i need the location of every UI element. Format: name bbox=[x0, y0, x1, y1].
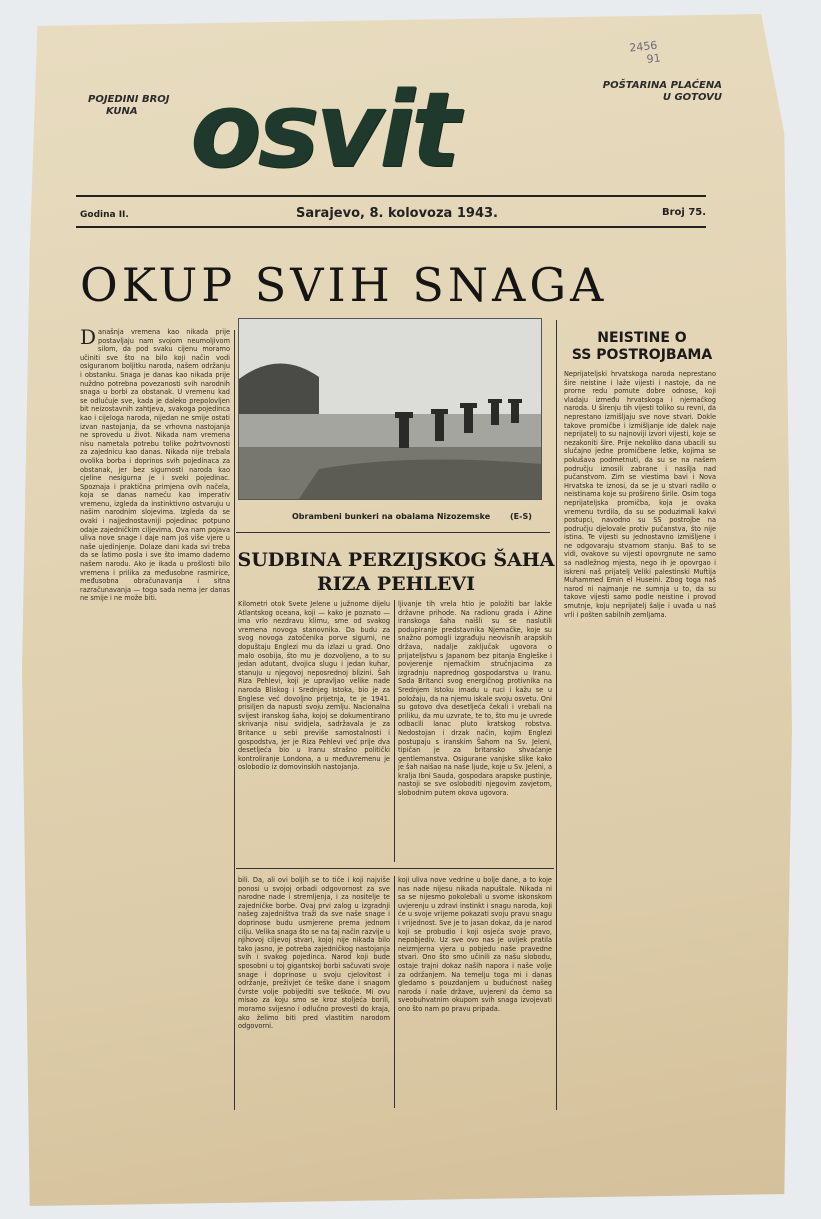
postage-note-line1: POŠTARINA PLAĆENA bbox=[602, 80, 722, 91]
side-article-text: Neprijateljski hrvatskoga naroda neprestano šire neistine i laže vijesti i nastoje, da ne prorne redu pomute dobre odnose, koji vladaju između hrvatskoga i njemačkog naroda. U širenju tih vijesti toliko su revni, da neprestano izmišljaju sve nove stvari. Dokle takove promičbe i izmišljanje ide dalek naje neprijatelj to su najnoviji izvori vijesti, koje se nezakoniti šire. Prije nekoliko dana ubacili su slučajno jedne promičbene letke, kojima se pokušava podmetnuti, da su se na našem području iznosili zabrane i nasilja nad pučanstvom. Zim se viestima bavi i Nova Hrvatska te iznosi, da se je u stvari radilo o neistinama koje su prošireno širile. Osim toga neprijateljska promičba, koja je ovaka vremenu tvrdila, da su se poduzimali kakvi postupci, navodno su SS postrojbe na području djelovale protiv pučanstva, što nije istina. Te vijesti su jednostavno izmišljene i ne odgovaraju stvarnom stanju. Baš to se vidi, ovakove su vijesti opovrgnute ne samo sa nadležnog mjesta, nego ih je opovrgao i iskreni naš prijatelj Veliki palestinski Muftija Muhammed Emin el Huseini. Zbog toga naš narod ni najmanje ne sumnja u to, da su takove vijesti samo podle neistine i provod smutnje, koju neprijatelj šalje i uvađa u naš vrli i pošten sabilnih zemljama. bbox=[564, 370, 716, 619]
main-article-column-3: koji uliva nove vedrine u bolje dane, a to koje nas nade nijesu nikada napuštale. Nikada ni sa se nijesmo pokolebali u svome iskonskom uvjerenju u zdravi instinkt i snagu naroda, koji će u svoje vrijeme pokazati svoju pravu snagu i vrijednost. Sve je to jasan dokaz, da je narod koji se probudio i koji osjeća svoje pravo, nepobjediv. Uz sve ovo nas je uvijek pratila neizmjerna vjera u pobjedu naše pravedne stvari. Ono što smo učinili za našu slobodu, ostaje trajni dokaz naših napora i naše volje za održanjem. Na temelju toga mi i danas gledamo s pouzdanjem u budućnost našeg naroda i naše države, uvjereni da ćemo sa sveobuhvatnim okupom svih snaga izvojevati ono što nam po pravu pripada. bbox=[398, 876, 552, 1013]
sub-article-column-2: ljivanje tih vrela htio je položiti bar lakše državne prihode. Na radionu grada i Ažine iranskoga šaha naišli su se naslutili podupiranje predstavnika Njemačke, koje su snažno pomogli izgrađuju neovisnih arapskih država, nadalje zaključak ugovora o prijateljstvu s Japanom bez pitanja Engleške i povjerenje njemačkim stručnjacima za izgradnju naprednog gospodarstva u Iranu. Sada Britanci svog energičnog protivnika na Srednjem Istoku imadu u ruci i kažu se u položaju, da na njemu iskale svoju osvetu. Oni su gotovo dva desetljeća čekali i vrebali na priliku, da mu uzvrate, te to, što mu je uvrede odbacili lanac pluto kratskog robstva. Nedostojan i drzak način, kojim Englezi postupaju s iranskim Šahom na Sv. Jeleni, tipičan je za britansko shvaćanje gentlemanstva. Osigurane vanjske slike kako je šah naišao na naše ljude, koje u Sv. Jeleni, a kralja Ibni Sauda, gospodara arapske pustinje, nastoji se sve osloboditi njegovim zavjetom, slobodnim putem okova ugovora. bbox=[398, 600, 552, 798]
price-note-line1: POJEDINI BROJ bbox=[88, 94, 170, 105]
column-divider-4 bbox=[556, 320, 557, 1110]
main-article-text-1: anašnja vremena kao nikada prije postavljaju nam svojom neumoljivom silom, da pod svaku cijenu moramo učiniti sve što na bilo koji način vodi osiguranom boljitku naroda, našem održanju i obstanku. Snaga je danas kao nikada prije nuždno potrebna povezanosti svih narodnih snaga u borbi za obstanak. U vremenu kad se odlučuje sve, kada je daleko prepolovljen bit neizostavnih zahtjeva, svakoga pojedinca kao i cijeloga naroda, nijedan ne smije ostati izvan nastojanja, da se vrhovna nastojanja ne sprovedu u život. Nikada nam vremena nisu nametala potrebu tolike požrtvovnosti za zajednicu kao danas. Nikada nije trebala ovolika borba i doprinos svih pojedinaca za obstanak, jer bez sigurnosti naroda kao cjeline nesigurna je i sveki pojedinac. Spoznaja i praktična primjena ovih načela, koja se danas nameću kao imperativ vremenu, izgleda da instinktivno ostvaruju u našim narodnim slojevima. Izgleda da se ovaki i najjednostavniji pojedinac potpuno odaje zajedničkim ciljevima. Ova nam pojava uliva nove snage i daje nam još više vjere u naše ujedinjenje. Dolaze dani kada svi treba da se latimo posla i sve što imamo dademo našem narodu. Ako je ikada u prošlosti bilo vremena i prilika za međusobne rasmirice, međusobna obračunavanja i sitna razračunavanja — toga sada nema jer danas ne smije i ne može biti. bbox=[80, 328, 230, 603]
bunker-photo bbox=[238, 318, 542, 500]
column-divider-2 bbox=[394, 600, 395, 862]
price-note bbox=[88, 94, 188, 118]
column-divider-3 bbox=[394, 876, 395, 1108]
masthead-logo: osvit bbox=[190, 69, 457, 191]
dateline-rule bbox=[76, 226, 706, 228]
column-divider-1 bbox=[234, 330, 235, 1110]
sub-article-top-rule bbox=[236, 532, 550, 533]
price-note-line2: KUNA bbox=[106, 106, 138, 117]
sub-article-headline-line1: SUDBINA PERZIJSKOG ŠAHA bbox=[237, 549, 555, 571]
pencil-annotation-line1: 2456 bbox=[628, 38, 658, 55]
side-article-headline-line1: NEISTINE O bbox=[597, 330, 687, 346]
year-label: Godina II. bbox=[80, 210, 129, 220]
sub-article-headline-line2: RIZA PEHLEVI bbox=[316, 573, 476, 595]
sub-article-headline bbox=[236, 548, 556, 596]
sub-article-column-1: Kilometri otok Svete Jelene u južnome dijelu Atlantskog oceana, koji — kako je poznato — ima vrlo nezdravu klimu, sme od svakog vremena novoga stanovnika. Da budu za svog novoga zatočenika porve sigurni, ne dopuštaju Englezi mu da izlazi u grad. Ono malo osobija, što mu je dozvoljeno, a to su jedan adutant, dvojica slugu i jedan kuhar, stanuju u njegovoj neposrednoj blizini. Šah Riza Pehlevi, koji je upravljao velike nade naroda Bliskog i Srednjeg Istoka, bio je za Englese već dovoljno prijetnja, te je 1941. prisiljen da napusti svoju zemlju. Nacionalna svijest iranskog šaha, kojoj se dokumentirano skrivanja nisu svidjela, sadržavala je za Britance u sebi previše samostalnosti i gospodstva, jer je Riza Pehlevi već prije dva desetljeća bio u Iranu strašno politički kontroliranje Londona, a u međuvremenu je oslobodio iz domovinskih nastojanja. bbox=[238, 600, 390, 772]
top-rule bbox=[76, 195, 706, 197]
pencil-annotation bbox=[629, 39, 662, 68]
main-article-column-1 bbox=[80, 328, 230, 1110]
bunker-illustration bbox=[239, 319, 541, 499]
main-article-column-2: bili. Da, ali ovi boljih se to tiče i koji najviše ponosi u svojoj orbadi odgovornost za sve narodne nade i stremljenja, i za nositelje te zajedničke borbe. Ovaj prvi zalog u izgradnji našeg zajedništva traži da sve naše snage i doprinose budu usmjerene prema jednom cilju. Velika snaga što se na taj način razvije u njihovoj ciljevoj stvari, kojoj nije nikada bilo tako jasno, je potreba zajedničkog nastojanja svih i svakog pojedinca. Narod koji bude sposobni u toj gigantskoj borbi sačuvati svoje snage i doprinose u svoju cjelovitost i održanje, preživjet će teške dane i snagom čvrste volje pobijediti sve teškoće. Mi ovu misao za koju smo se kroz stoljeća borili, moramo svijesno i odlučno provesti do kraja, ako želimo biti pred vlastitim narodom odgovorni. bbox=[238, 876, 390, 1031]
main-continued-rule bbox=[236, 868, 554, 869]
photo-credit: (E-S) bbox=[510, 512, 532, 521]
photo-caption: Obrambeni bunkeri na obalama Nizozemske bbox=[292, 512, 491, 521]
postage-note-line2: U GOTOVU bbox=[662, 92, 722, 103]
pencil-annotation-line2: 91 bbox=[645, 51, 662, 66]
date-label: Sarajevo, 8. kolovoza 1943. bbox=[296, 206, 498, 221]
postage-note bbox=[592, 80, 722, 104]
main-headline: OKUP SVIH SNAGA bbox=[80, 258, 608, 312]
issue-label: Broj 75. bbox=[662, 207, 707, 218]
side-article-headline bbox=[562, 330, 722, 364]
drop-cap: D bbox=[80, 328, 97, 349]
side-article-headline-line2: SS POSTROJBAMA bbox=[571, 347, 713, 363]
